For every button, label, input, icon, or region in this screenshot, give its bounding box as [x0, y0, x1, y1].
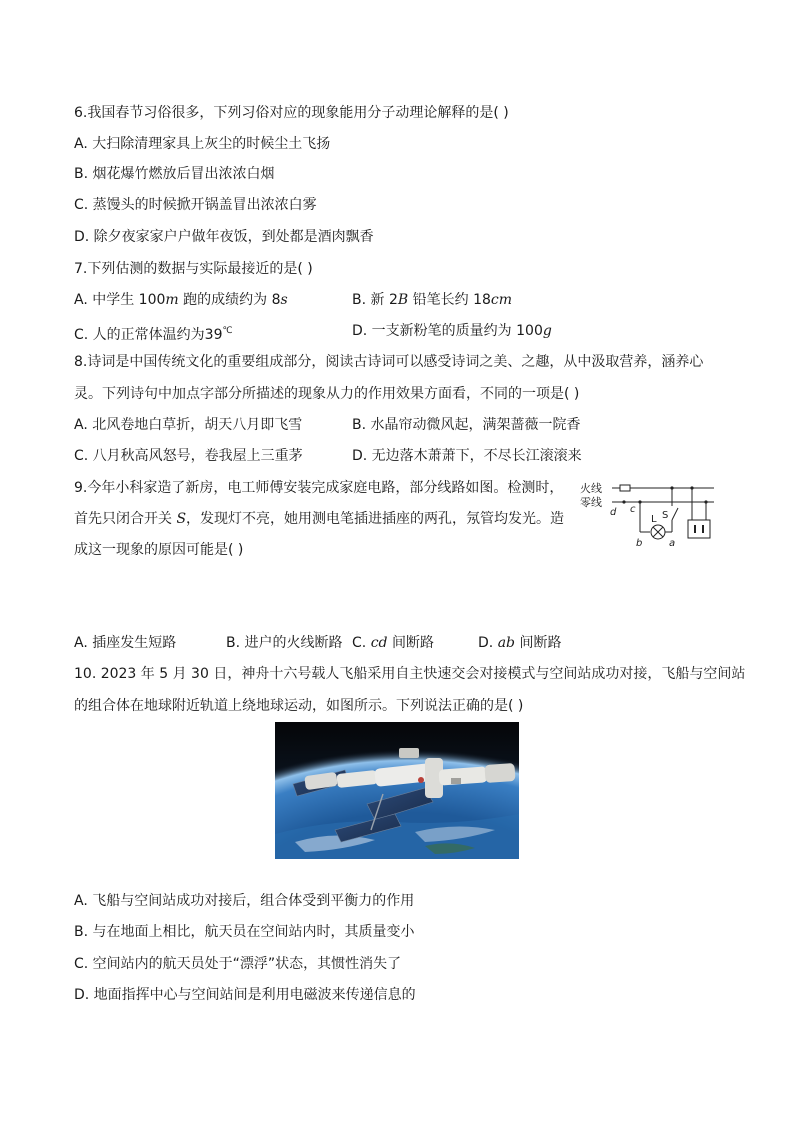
q6-option-d: D. 除夕夜家家户户做年夜饭，到处都是酒肉飘香: [74, 229, 374, 245]
q7-a-unit-m: m: [165, 292, 179, 308]
q9-option-a: A. 插座发生短路: [74, 635, 177, 651]
q9-stem-text2: ，发现灯不亮，她用测电笔插进插座的两孔，氖管均发光。造: [186, 511, 565, 527]
q7-c-unit-celsius: ℃: [222, 326, 233, 336]
q7-b-text2: 铅笔长约 18: [408, 292, 491, 308]
q10-option-c: C. 空间站内的航天员处于“漂浮”状态，其惯性消失了: [74, 956, 402, 972]
q10-stem-line2: 的组合体在地球附近轨道上绕地球运动，如图所示。下列说法正确的是( ): [74, 698, 524, 714]
q9-point-b: b: [636, 538, 643, 549]
q7-b-text: B. 新 2: [352, 292, 398, 308]
q8-option-a: A. 北风卷地白草折，胡天八月即飞雪: [74, 417, 303, 433]
q9-d-var: ab: [497, 635, 515, 651]
q9-circuit-diagram: [578, 478, 720, 552]
q7-a-unit-s: s: [280, 292, 288, 308]
q9-live-wire-label: 火线: [580, 482, 602, 495]
q7-c-text: C. 人的正常体温约为39: [74, 327, 223, 343]
q7-option-a: [74, 291, 288, 309]
q9-neutral-wire-label: 零线: [580, 496, 602, 509]
q7-d-text: D. 一支新粉笔的质量约为 100: [352, 323, 543, 339]
q6-option-a: A. 大扫除清理家具上灰尘的时候尘土飞扬: [74, 136, 331, 152]
q7-stem: 7.下列估测的数据与实际最接近的是( ): [74, 261, 313, 277]
q7-b-unit-cm: cm: [490, 292, 513, 308]
q9-stem-line2: [74, 510, 564, 528]
q9-c-text2: 间断路: [387, 635, 434, 651]
q9-option-c: [352, 634, 434, 652]
q8-option-d: D. 无边落木萧萧下，不尽长江滚滚来: [352, 448, 582, 464]
q9-stem-text: 首先只闭合开关: [74, 511, 177, 527]
q10-option-b: B. 与在地面上相比，航天员在空间站内时，其质量变小: [74, 924, 415, 940]
q7-option-d: [352, 322, 552, 340]
space-station-photo: [275, 722, 519, 859]
q7-a-text2: 跑的成绩约为 8: [178, 292, 281, 308]
q7-option-b: [352, 291, 512, 309]
q9-d-text2: 间断路: [515, 635, 562, 651]
q8-option-c: C. 八月秋高风怒号，卷我屋上三重茅: [74, 448, 303, 464]
q7-b-hardness: B: [397, 292, 409, 308]
q9-option-d: [478, 634, 561, 652]
q10-stem-line1: 10. 2023 年 5 月 30 日，神舟十六号载人飞船采用自主快速交会对接模式与空间站成功对接，飞船与空间站: [74, 666, 746, 682]
q9-c-text: C.: [352, 635, 371, 651]
q10-option-d: D. 地面指挥中心与空间站间是利用电磁波来传递信息的: [74, 987, 416, 1003]
q9-option-b: B. 进户的火线断路: [226, 635, 343, 651]
q7-d-unit-g: g: [542, 323, 552, 339]
q9-lamp-label: L: [651, 514, 657, 525]
q6-stem: 6.我国春节习俗很多，下列习俗对应的现象能用分子动理论解释的是( ): [74, 105, 509, 121]
q7-a-text: A. 中学生 100: [74, 292, 166, 308]
q9-switch-label: S: [662, 510, 669, 521]
q9-point-a: a: [669, 538, 676, 549]
q6-option-c: C. 蒸馒头的时候掀开锅盖冒出浓浓白雾: [74, 197, 317, 213]
q7-option-c: [74, 322, 233, 344]
q8-option-b: B. 水晶帘动微风起，满架蔷薇一院香: [352, 417, 581, 433]
q10-option-a: A. 飞船与空间站成功对接后，组合体受到平衡力的作用: [74, 893, 415, 909]
q9-d-text: D.: [478, 635, 498, 651]
q8-stem-line2: 灵。下列诗句中加点字部分所描述的现象从力的作用效果方面看，不同的一项是( ): [74, 386, 580, 402]
q9-point-d: d: [610, 507, 617, 518]
q9-point-c: c: [630, 504, 636, 515]
q8-stem-line1: 8.诗词是中国传统文化的重要组成部分，阅读古诗词可以感受诗词之美、之趣，从中汲取营养，涵养心: [74, 354, 704, 370]
q9-stem-line3: 成这一现象的原因可能是( ): [74, 542, 244, 558]
q6-option-b: B. 烟花爆竹燃放后冒出浓浓白烟: [74, 166, 275, 182]
q9-switch-symbol: S: [176, 511, 187, 527]
q9-stem-line1: 9.今年小科家造了新房，电工师傅安装完成家庭电路，部分线路如图。检测时，: [74, 480, 564, 496]
q9-c-var: cd: [370, 635, 388, 651]
